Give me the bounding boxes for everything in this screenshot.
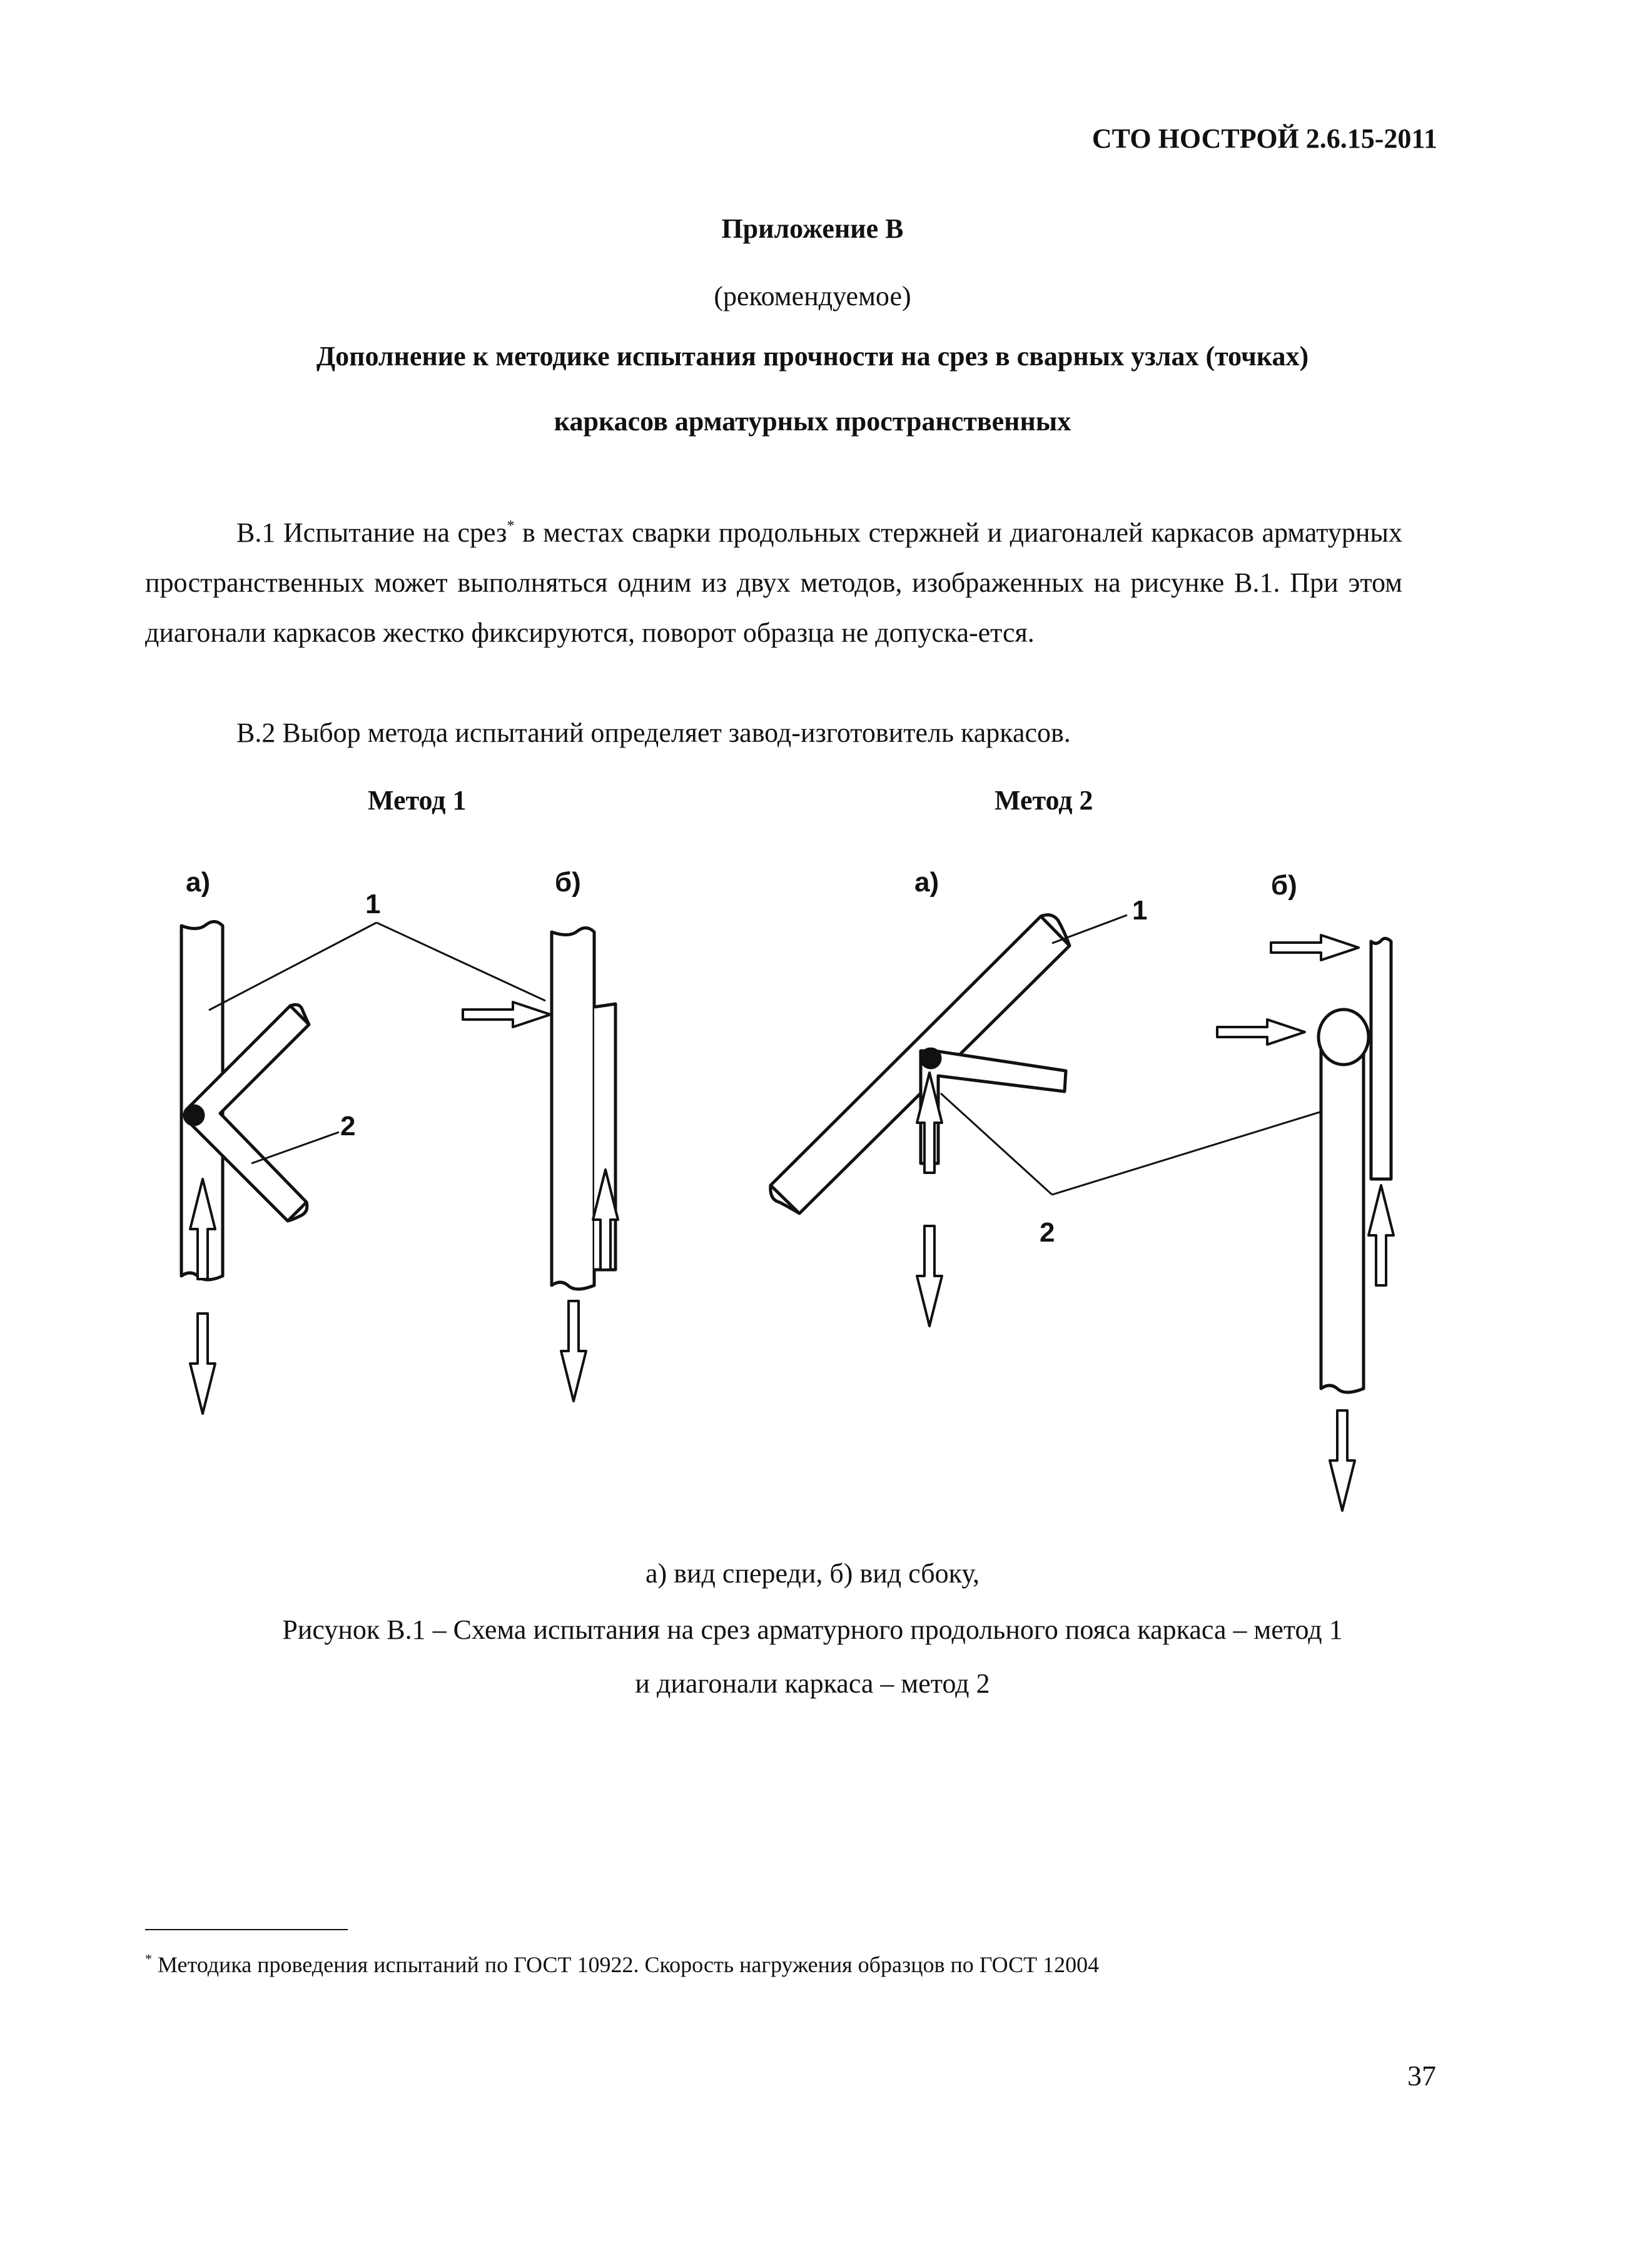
paragraph-b1-rest: в местах сварки продольных стержней и диагоналей каркасов арматурных пространственных может выполняться одним из двух методов, изображенных на рисунке В.1. При этом диагонали каркасов жестко фиксируются, поворот образца не допуска-ется. — [145, 517, 1402, 648]
method-2-front-view — [771, 867, 1352, 1326]
appendix-title: Приложение В — [721, 213, 904, 244]
appendix-heading-line1: Дополнение к методике испытания прочности на срез в сварных узлах (точках) — [316, 341, 1309, 372]
paragraph-b1-start: В.1 Испытание на срез — [236, 517, 507, 548]
footnote — [145, 1952, 1099, 1978]
lateral-load-arrow — [463, 1002, 550, 1027]
appendix-status: (рекомендуемое) — [714, 281, 911, 311]
label-2: 2 — [340, 1111, 356, 1142]
view-a-label-m2: а) — [914, 867, 939, 898]
method-2-side-view — [1217, 870, 1394, 1511]
method-1-front-view — [181, 867, 545, 1414]
footnote-text: Методика проведения испытаний по ГОСТ 10922. Скорость нагружения образцов по ГОСТ 12004 — [152, 1952, 1100, 1977]
lateral-load-arrow — [1271, 935, 1359, 960]
view-a-label-m1: а) — [186, 867, 211, 898]
figure-caption-line1: Рисунок В.1 – Схема испытания на срез арматурного продольного пояса каркаса – метод 1 — [282, 1614, 1343, 1645]
method-1-heading: Метод 1 — [368, 785, 467, 816]
page-number: 37 — [1407, 2060, 1436, 2092]
appendix-heading-line2: каркасов арматурных пространственных — [554, 406, 1071, 437]
method-1-side-view — [463, 867, 618, 1401]
document-code-header: СТО НОСТРОЙ 2.6.15-2011 — [1091, 123, 1437, 154]
downward-load-arrow — [917, 1226, 942, 1326]
label-1: 1 — [1132, 895, 1148, 926]
figure-b1-diagram — [145, 838, 1446, 1526]
paragraph-b2: В.2 Выбор метода испытаний определяет завод-изготовитель каркасов. — [236, 717, 1071, 748]
footnote-mark: * — [145, 1951, 152, 1967]
weld-point — [185, 1106, 203, 1125]
weld-point — [921, 1049, 940, 1068]
downward-load-arrow — [561, 1301, 586, 1401]
upward-load-arrow — [1369, 1185, 1394, 1285]
footnote-reference: * — [507, 518, 515, 534]
downward-load-arrow — [190, 1314, 215, 1414]
diagonal-bar — [921, 1051, 1066, 1163]
paragraph-b1 — [145, 508, 1402, 658]
downward-load-arrow — [1330, 1410, 1355, 1511]
label-1: 1 — [365, 889, 381, 919]
view-b-label-m2: б) — [1271, 870, 1297, 901]
label-2: 2 — [1040, 1217, 1055, 1248]
figure-caption-line2: и диагонали каркаса – метод 2 — [635, 1668, 990, 1699]
figure-views-legend: а) вид спереди, б) вид сбоку, — [645, 1558, 980, 1589]
view-b-label-m1: б) — [555, 867, 581, 898]
footnote-separator — [145, 1929, 348, 1930]
method-2-heading: Метод 2 — [995, 785, 1093, 816]
lateral-load-arrow — [1217, 1020, 1305, 1045]
